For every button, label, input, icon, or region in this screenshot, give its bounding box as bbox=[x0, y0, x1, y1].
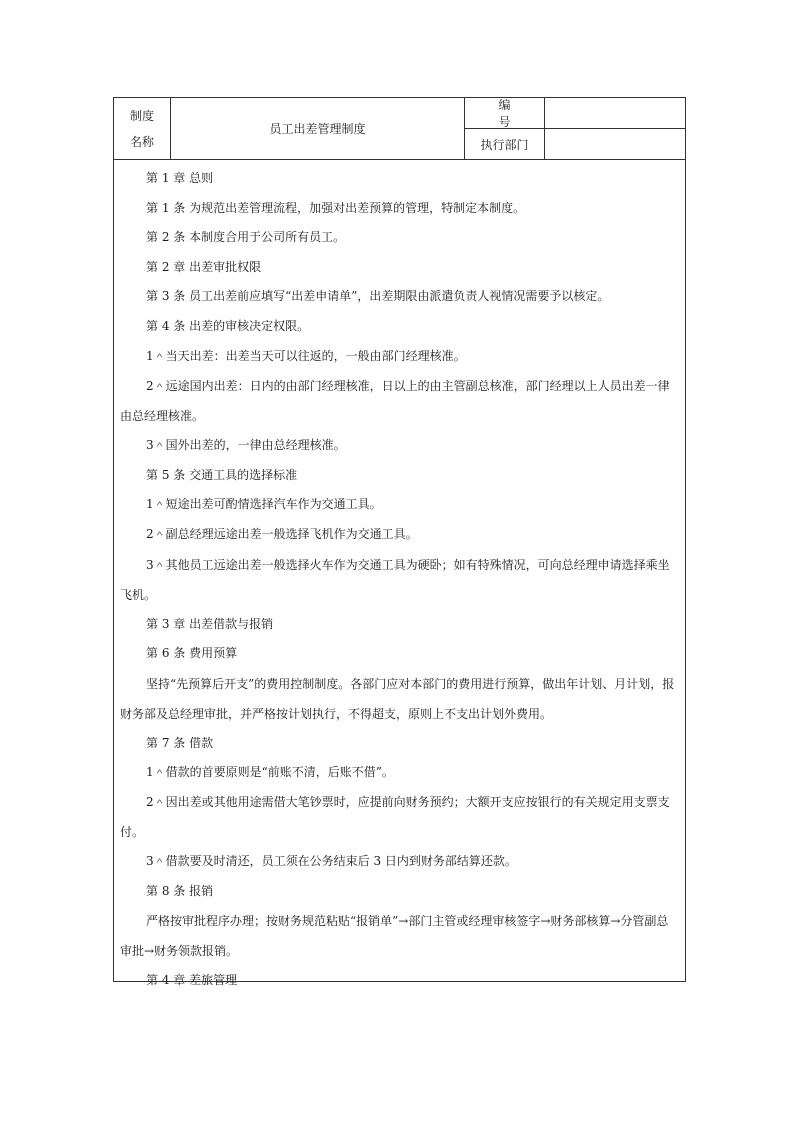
article-paragraph: 第 3 条 员工出差前应填写“出差申请单”，出差期限由派遣负责人视情况需要予以核定。 bbox=[146, 289, 610, 304]
chapter-heading: 第 3 章 出差借款与报销 bbox=[146, 616, 274, 631]
chapter-heading: 第 2 章 出差审批权限 bbox=[146, 259, 262, 274]
article-paragraph: 第 7 条 借款 bbox=[146, 735, 214, 750]
clause-item: 3＾国外出差的，一律由总经理核准。 bbox=[146, 438, 346, 453]
clause-item: 2＾因出差或其他用途需借大笔钞票时，应提前向财务预约；大额开支应按银行的有关规定用支票支付。 bbox=[120, 794, 670, 839]
policy-name-label-cell bbox=[114, 98, 171, 159]
chapter-heading: 第 1 章 总则 bbox=[146, 171, 214, 185]
clause-item: 3＾借款要及时清还，员工须在公务结束后 3 日内到财务部结算还款。 bbox=[146, 854, 517, 869]
clause-item: 2＾副总经理远途出差一般选择飞机作为交通工具。 bbox=[146, 526, 418, 541]
article-paragraph: 第 6 条 费用预算 bbox=[146, 646, 238, 661]
clause-item: 1＾当天出差：出差当天可以往返的，一般由部门经理核准。 bbox=[146, 348, 466, 363]
policy-name-label-line1: 制度 bbox=[129, 108, 154, 123]
document-header-table bbox=[114, 98, 685, 160]
executing-department-value bbox=[545, 129, 686, 159]
policy-number-value bbox=[545, 98, 686, 129]
policy-name-label-line2: 名称 bbox=[129, 135, 154, 150]
clause-item: 3＾其他员工远途出差一般选择火车作为交通工具为硬卧；如有特殊情况，可向总经理申请选择乘坐飞机。 bbox=[120, 557, 670, 602]
article-body-text: 坚持“先预算后开支”的费用控制制度。各部门应对本部门的费用进行预算，做出年计划、月计划，报财务部及总经理审批，并严格按计划执行，不得超支，原则上不支出计划外费用。 bbox=[120, 676, 675, 721]
document-body bbox=[114, 160, 685, 996]
executing-department-label: 执行部门 bbox=[465, 129, 545, 159]
article-paragraph: 第 2 条 本制度合用于公司所有员工。 bbox=[146, 230, 346, 245]
policy-number-label: 编号 bbox=[465, 98, 545, 129]
policy-document bbox=[113, 97, 686, 988]
clause-item: 1＾短途出差可酌情选择汽车作为交通工具。 bbox=[146, 497, 382, 512]
clause-item: 2＾远途国内出差：日内的由部门经理核准，日以上的由主管副总核准，部门经理以上人员出差一律由总经理核准。 bbox=[120, 379, 670, 424]
clause-item: 1＾借款的首要原则是“前账不清，后账不借”。 bbox=[146, 765, 394, 780]
article-paragraph: 第 5 条 交通工具的选择标准 bbox=[146, 467, 298, 482]
chapter-heading: 第 4 章 差旅管理 bbox=[146, 973, 238, 988]
article-paragraph: 第 1 条 为规范出差管理流程，加强对出差预算的管理，特制定本制度。 bbox=[146, 200, 526, 215]
policy-title: 员工出差管理制度 bbox=[171, 98, 465, 159]
article-body-text: 严格按审批程序办理；按财务规范粘贴“报销单”→部门主管或经理审核签字→财务部核算→分管副总审批→财务领款报销。 bbox=[120, 914, 669, 959]
article-paragraph: 第 4 条 出差的审核决定权限。 bbox=[146, 318, 310, 333]
article-paragraph: 第 8 条 报销 bbox=[146, 883, 214, 898]
